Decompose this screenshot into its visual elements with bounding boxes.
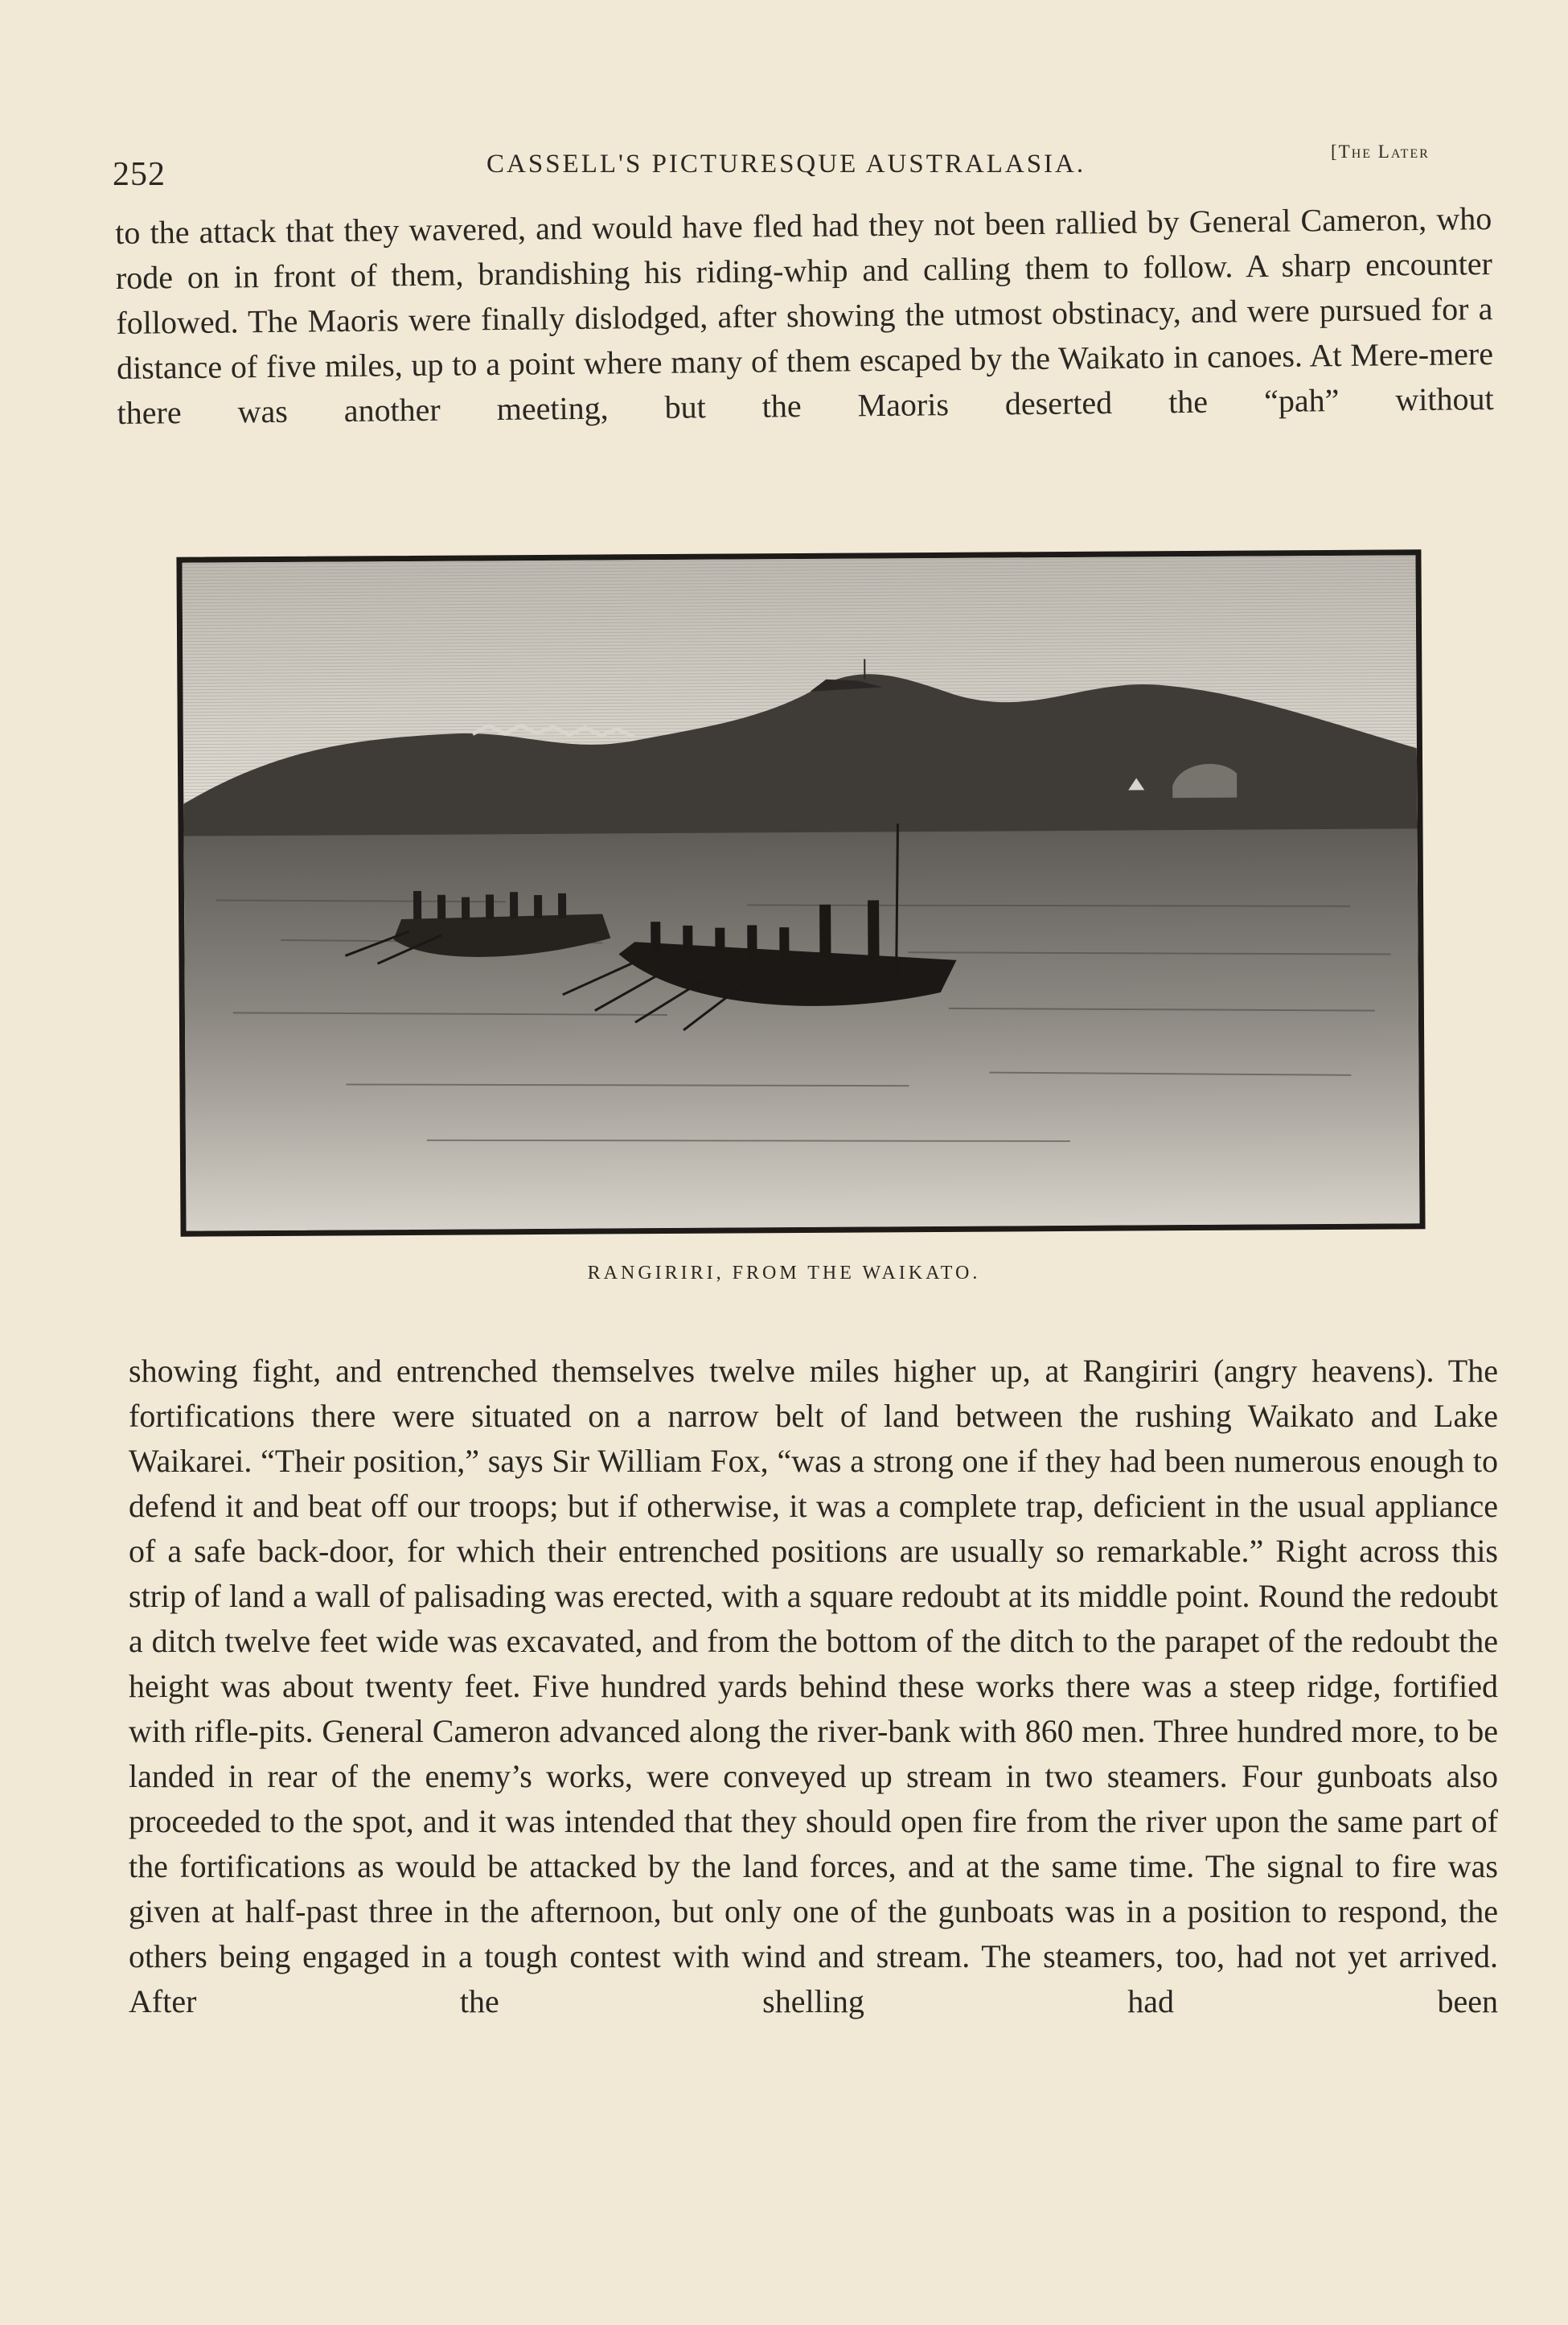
paragraph-bottom: showing fight, and entrenched themselves twelve miles higher up, at Rangiriri (angry heavens). The fortifications there were situated on a narrow belt of land between the rushing Waikato and Lake Waikarei. “Their position,” says Sir William Fox, “was a strong one if they had been numerous enough to defend it and beat off our troops; but if otherwise, it was a complete trap, deficient in the usual appliance of a safe back-door, for which their entrenched positions are usually so remarkable.” Right across this strip of land a wall of palisading was erected, with a square redoubt at its middle point. Round the redoubt a ditch twelve feet wide was excavated, and from the bottom of the ditch to the parapet of the redoubt the height was about twenty feet. Five hundred yards behind these works there was a steep ridge, fortified with rifle-pits. General Cameron advanced along the river-bank with 860 men. Three hundred more, to be landed in rear of the enemy’s works, were conveyed up stream in two steamers. Four gunboats also proceeded to the spot, and it was intended that they should open fire from the river upon the same part of the fortifications as would be attacked by the land forces, and at the same time. The signal to fire was given at half-past three in the afternoon, but only one of the gunboats was in a position to respond, the others being engaged in a tough contest with wind and stream. The steamers, too, had not yet arrived. After the shelling had been — [129, 1353, 1498, 2019]
page-number: 252 — [113, 156, 166, 193]
illustration-caption: RANGIRIRI, FROM THE WAIKATO. — [587, 1263, 981, 1284]
section-tag: [The Later — [1331, 142, 1430, 162]
river-water — [184, 828, 1420, 1230]
paragraph-top: to the attack that they wavered, and would have fled had they not been rallied by General Cameron, who rode on in front of them, brandishing his riding-whip and calling them to follow. A sharp encounter followed. The Maoris were finally dislodged, after showing the utmost obstinacy, and were pursued for a distance of five miles, up to a point where many of them escaped by the Waikato in canoes. At Mere-mere there was another meeting, but the Maoris deserted the “pah” without — [115, 200, 1494, 431]
running-title: CASSELL'S PICTURESQUE AUSTRALASIA. — [486, 150, 1086, 179]
engraving-illustration — [176, 549, 1425, 1236]
engraving-scene — [182, 555, 1419, 1230]
